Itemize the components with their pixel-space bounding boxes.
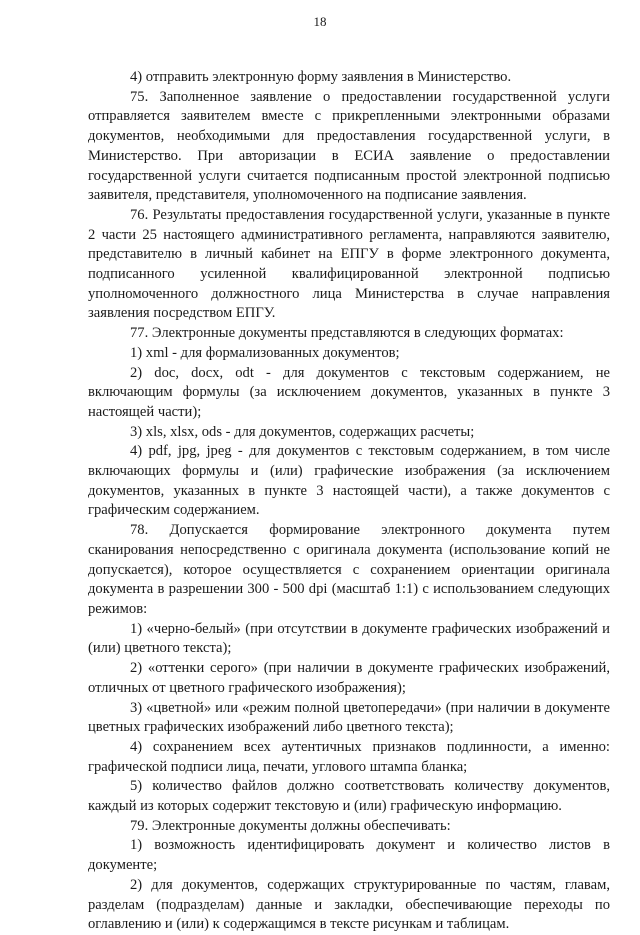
page-number: 18	[313, 14, 327, 29]
document-body	[88, 68, 610, 935]
paragraph-77: 77. Электронные документы представляются в следующих форматах:	[130, 325, 564, 342]
paragraph-77-item-4: 4) pdf, jpg, jpeg - для документов с текстовым содержанием, в том числе включающих формулы и (или) графические изображения (за исключением документов, указанных в пункте 3 настоящей части), а также документов с графическим содержанием.	[88, 443, 610, 519]
paragraph-77-item-2: 2) doc, docx, odt - для документов с текстовым содержанием, не включающим формулы (за исключением документов, указанных в пункте 3 настоящей части);	[88, 364, 610, 420]
paragraph-78-item-4: 4) сохранением всех аутентичных признаков подлинности, а именно: графической подписи лица, печати, углового штампа бланка;	[88, 738, 610, 775]
paragraph-77-item-1: 1) xml - для формализованных документов;	[130, 344, 400, 361]
paragraph-75: 75. Заполненное заявление о предоставлении государственной услуги отправляется заявителем вместе с прикрепленными электронными образами документов, необходимыми для предоставления государственной услуги, в Министерство. При авторизации в ЕСИА заявление о предоставлении государственной услуги считается подписанным простой электронной подписью заявителя, представителя, уполномоченного на подписание заявления.	[88, 88, 610, 204]
paragraph-78-item-1: 1) «черно-белый» (при отсутствии в документе графических изображений и (или) цветного текста);	[88, 620, 610, 657]
paragraph-78-item-2: 2) «оттенки серого» (при наличии в документе графических изображений, отличных от цветного графического изображения);	[88, 660, 610, 696]
paragraph-78-item-3: 3) «цветной» или «режим полной цветопередачи» (при наличии в документе цветных графических изображений либо цветного текста);	[88, 699, 610, 736]
paragraph-77-item-3: 3) xls, xlsx, ods - для документов, содержащих расчеты;	[130, 423, 475, 440]
paragraph-79-item-1: 1) возможность идентифицировать документ и количество листов в документе;	[88, 837, 610, 874]
paragraph-78-item-5: 5) количество файлов должно соответствовать количеству документов, каждый из которых содержит текстовую и (или) графическую информацию.	[88, 778, 610, 815]
paragraph-79-item-2: 2) для документов, содержащих структурированные по частям, главам, разделам (подразделам) данные и закладки, обеспечивающие переходы по оглавлению и (или) к содержащимся в тексте рисункам и таблицам.	[88, 876, 610, 933]
paragraph-76: 76. Результаты предоставления государственной услуги, указанные в пункте 2 части 25 настоящего административного регламента, направляются заявителю, представителю в личный кабинет на ЕПГУ в форме электронного документа, подписанного усиленной квалифицированной электронной подписью уполномоченного должностного лица Министерства в случае направления заявления посредством ЕПГУ.	[88, 206, 610, 322]
paragraph-79: 79. Электронные документы должны обеспечивать:	[130, 817, 451, 834]
paragraph-item-4-submit: 4) отправить электронную форму заявления в Министерство.	[130, 69, 512, 85]
paragraph-78: 78. Допускается формирование электронного документа путем сканирования непосредственно с оригинала документа (использование копий не допускается), которое осуществляется с сохранением ориентации оригинала документа в разрешении 300 - 500 dpi (масштаб 1:1) с использованием следующих режимов:	[88, 522, 610, 617]
